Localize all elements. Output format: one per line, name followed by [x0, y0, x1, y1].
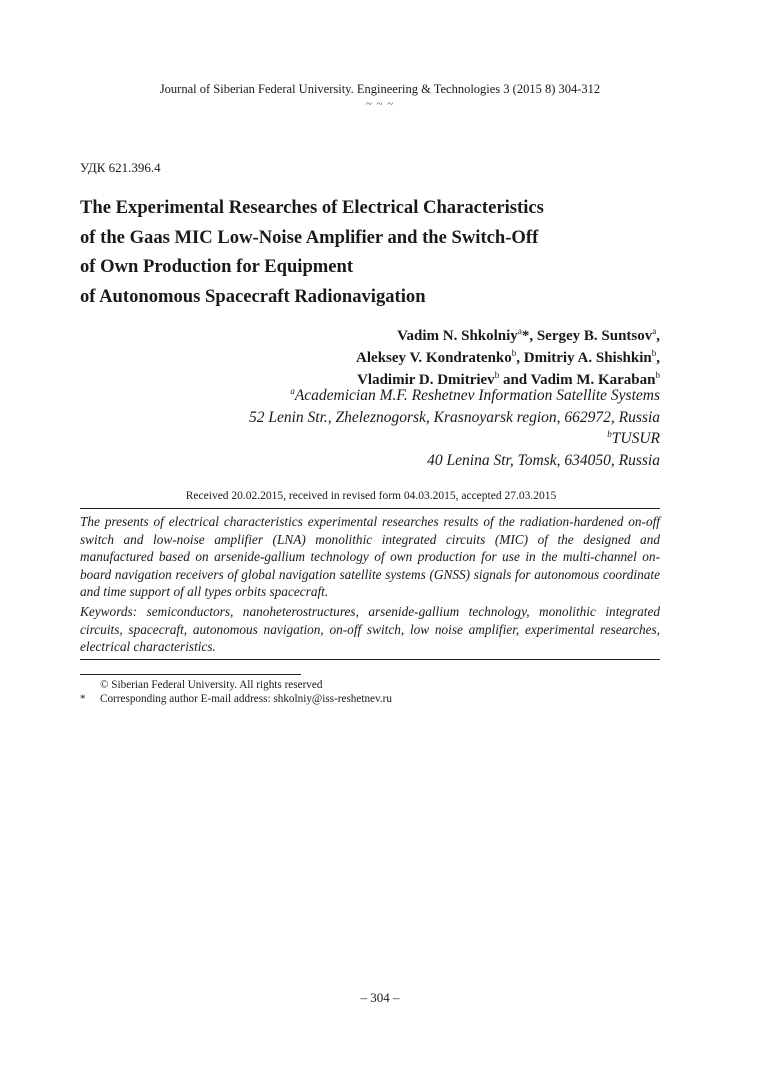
title-line: of the Gaas MIC Low-Noise Amplifier and the Switch-Off — [80, 226, 539, 248]
author-separator: and — [499, 372, 531, 388]
author-line — [356, 325, 660, 347]
journal-header: Journal of Siberian Federal University. Engineering & Technologies 3 (2015 8) 304-312 — [159, 82, 601, 96]
author-affiliation-mark: a — [652, 326, 657, 336]
author-affiliation-mark: b — [511, 348, 517, 358]
affiliation-b-name — [249, 428, 660, 450]
author-affiliation-mark: a — [517, 326, 522, 336]
copyright-text: © Siberian Federal University. All rights reserved — [100, 679, 323, 691]
title-line: of Autonomous Spacecraft Radionavigation — [80, 285, 426, 307]
abstract-bottom-rule — [80, 659, 660, 660]
author-affiliation-mark: b — [494, 370, 500, 380]
author-name: Vadim M. Karaban — [530, 372, 656, 388]
page-number: – 304 – — [360, 990, 400, 1005]
affiliation-text: Academician M.F. Reshetnev Information Satellite Systems — [294, 387, 660, 404]
author-line — [356, 347, 660, 369]
affiliation-b-address: 40 Lenina Str, Tomsk, 634050, Russia — [427, 451, 660, 469]
corresponding-email[interactable]: Corresponding author E-mail address: shkolniy@iss-reshetnev.ru — [100, 693, 393, 705]
received-dates: Received 20.02.2015, received in revised form 04.03.2015, accepted 27.03.2015 — [185, 490, 557, 502]
affiliations — [249, 385, 660, 471]
author-name: Aleksey V. Kondratenko — [356, 350, 512, 366]
affiliation-a-name — [249, 385, 660, 407]
author-name: Sergey B. Suntsov — [536, 328, 653, 344]
abstract-top-rule — [80, 508, 660, 509]
affiliation-a-address: 52 Lenin Str., Zheleznogorsk, Krasnoyarsk region, 662972, Russia — [248, 408, 660, 426]
footnote-star: * — [80, 693, 86, 705]
title-line: The Experimental Researches of Electrical Characteristics — [80, 197, 544, 218]
author-separator: , — [656, 328, 660, 344]
footnote-copyright — [80, 679, 322, 691]
author-separator: , — [656, 350, 660, 366]
keywords: Keywords: semiconductors, nanoheterostructures, arsenide-gallium technology, monolithic integrated circuits, spacecraft, autonomous navigation, on-off switch, low noise amplifier, experimental researches, electrical characteristics. — [80, 604, 660, 655]
author-name: Vadim N. Shkolniy — [397, 328, 518, 344]
abstract: The presents of electrical characteristics experimental researches results of the radiation-hardened on-off switch and low-noise amplifier (LNA) monolithic integrated circuits (MIC) of the designed and manufactured based on arsenide-gallium technology of own production for use in the multi-channel on-board navigation receivers of global navigation satellite systems (GNSS) signals for autonomous coordinate and time support of all types orbits spacecraft. — [80, 514, 660, 600]
author-affiliation-mark: b — [651, 348, 657, 358]
title-line: of Own Production for Equipment — [80, 256, 354, 277]
author-affiliation-mark: b — [655, 370, 660, 380]
author-name: Vladimir D. Dmitriev — [357, 372, 495, 388]
affiliation-mark: b — [607, 428, 612, 439]
author-list — [356, 325, 660, 391]
footnote-corresponding — [80, 693, 392, 705]
udk-code: УДК 621.396.4 — [80, 160, 161, 175]
author-separator: , — [529, 328, 537, 344]
header-separator: ~ ~ ~ — [365, 98, 395, 110]
corresponding-mark: * — [521, 328, 530, 344]
paper-title — [80, 193, 680, 311]
author-separator: , — [516, 350, 524, 366]
affiliation-mark: a — [290, 385, 295, 396]
affiliation-text: TUSUR — [611, 430, 660, 447]
footnote-rule — [80, 674, 301, 675]
author-name: Dmitriy A. Shishkin — [523, 350, 652, 366]
